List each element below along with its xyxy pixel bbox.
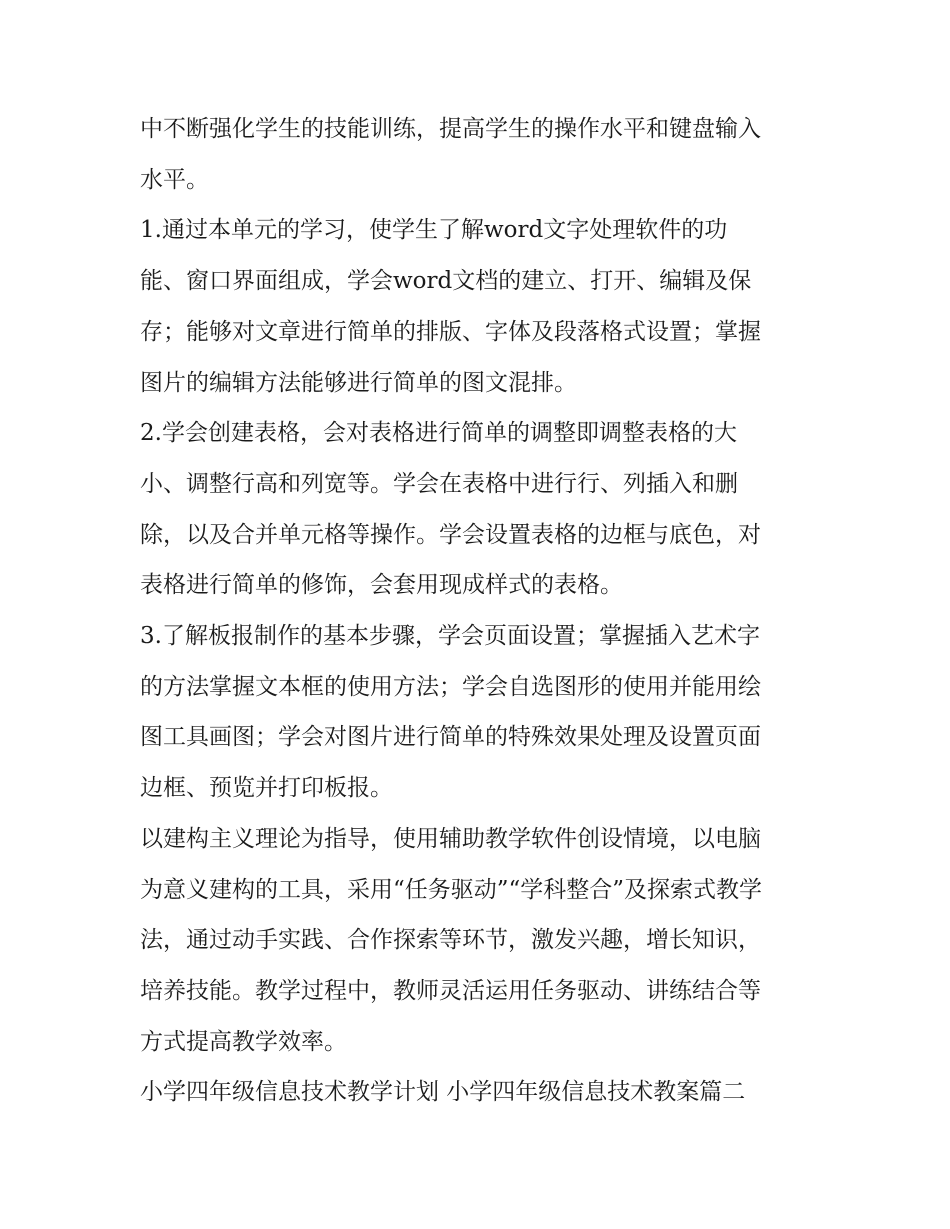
paragraph-teaching-method [140,814,820,1068]
text-line: 能、窗口界面组成，学会word文档的建立、打开、编辑及保 [140,268,752,295]
text-line: 除，以及合并单元格等操作。学会设置表格的边框与底色，对 [140,521,761,548]
text-line: 图工具画图；学会对图片进行简单的特殊效果处理及设置页面 [140,724,761,751]
text-line: 2.学会创建表格，会对表格进行简单的调整即调整表格的大 [140,420,737,447]
text-line: 3.了解板报制作的基本步骤，学会页面设置；掌握插入艺术字 [140,623,760,650]
text-line: 的方法掌握文本框的使用方法；学会自选图形的使用并能用绘 [140,673,761,700]
text-line: 小学四年级信息技术教学计划 小学四年级信息技术教案篇二 [140,1079,746,1106]
text-line: 中不断强化学生的技能训练，提高学生的操作水平和键盘输入 [140,116,761,142]
text-line: 存；能够对文章进行简单的排版、字体及段落格式设置；掌握 [140,318,761,345]
text-line: 法，通过动手实践、合作探索等环节，激发兴趣，增长知识， [140,927,761,954]
text-line: 为意义建构的工具，采用“任务驱动”“学科整合”及探索式教学 [140,876,763,903]
text-line: 小、调整行高和列宽等。学会在表格中进行行、列插入和删 [140,470,738,497]
text-line: 培养技能。教学过程中，教师灵活运用任务驱动、讲练结合等 [140,977,761,1004]
text-line: 1.通过本单元的学习，使学生了解word文字处理软件的功 [140,217,728,244]
paragraph-objective-2 [140,408,820,611]
section-heading [140,1067,820,1118]
paragraph-continuation [140,104,820,205]
document-body [140,104,820,1118]
text-line: 方式提高教学效率。 [140,1028,347,1055]
text-line: 图片的编辑方法能够进行简单的图文混排。 [140,369,577,396]
text-line: 以建构主义理论为指导，使用辅助教学软件创设情境，以电脑 [140,825,761,852]
text-line: 边框、预览并打印板报。 [140,775,393,802]
paragraph-objective-3 [140,611,820,814]
text-line: 表格进行简单的修饰，会套用现成样式的表格。 [140,572,623,599]
paragraph-objective-1 [140,205,820,408]
text-line: 水平。 [140,166,209,193]
